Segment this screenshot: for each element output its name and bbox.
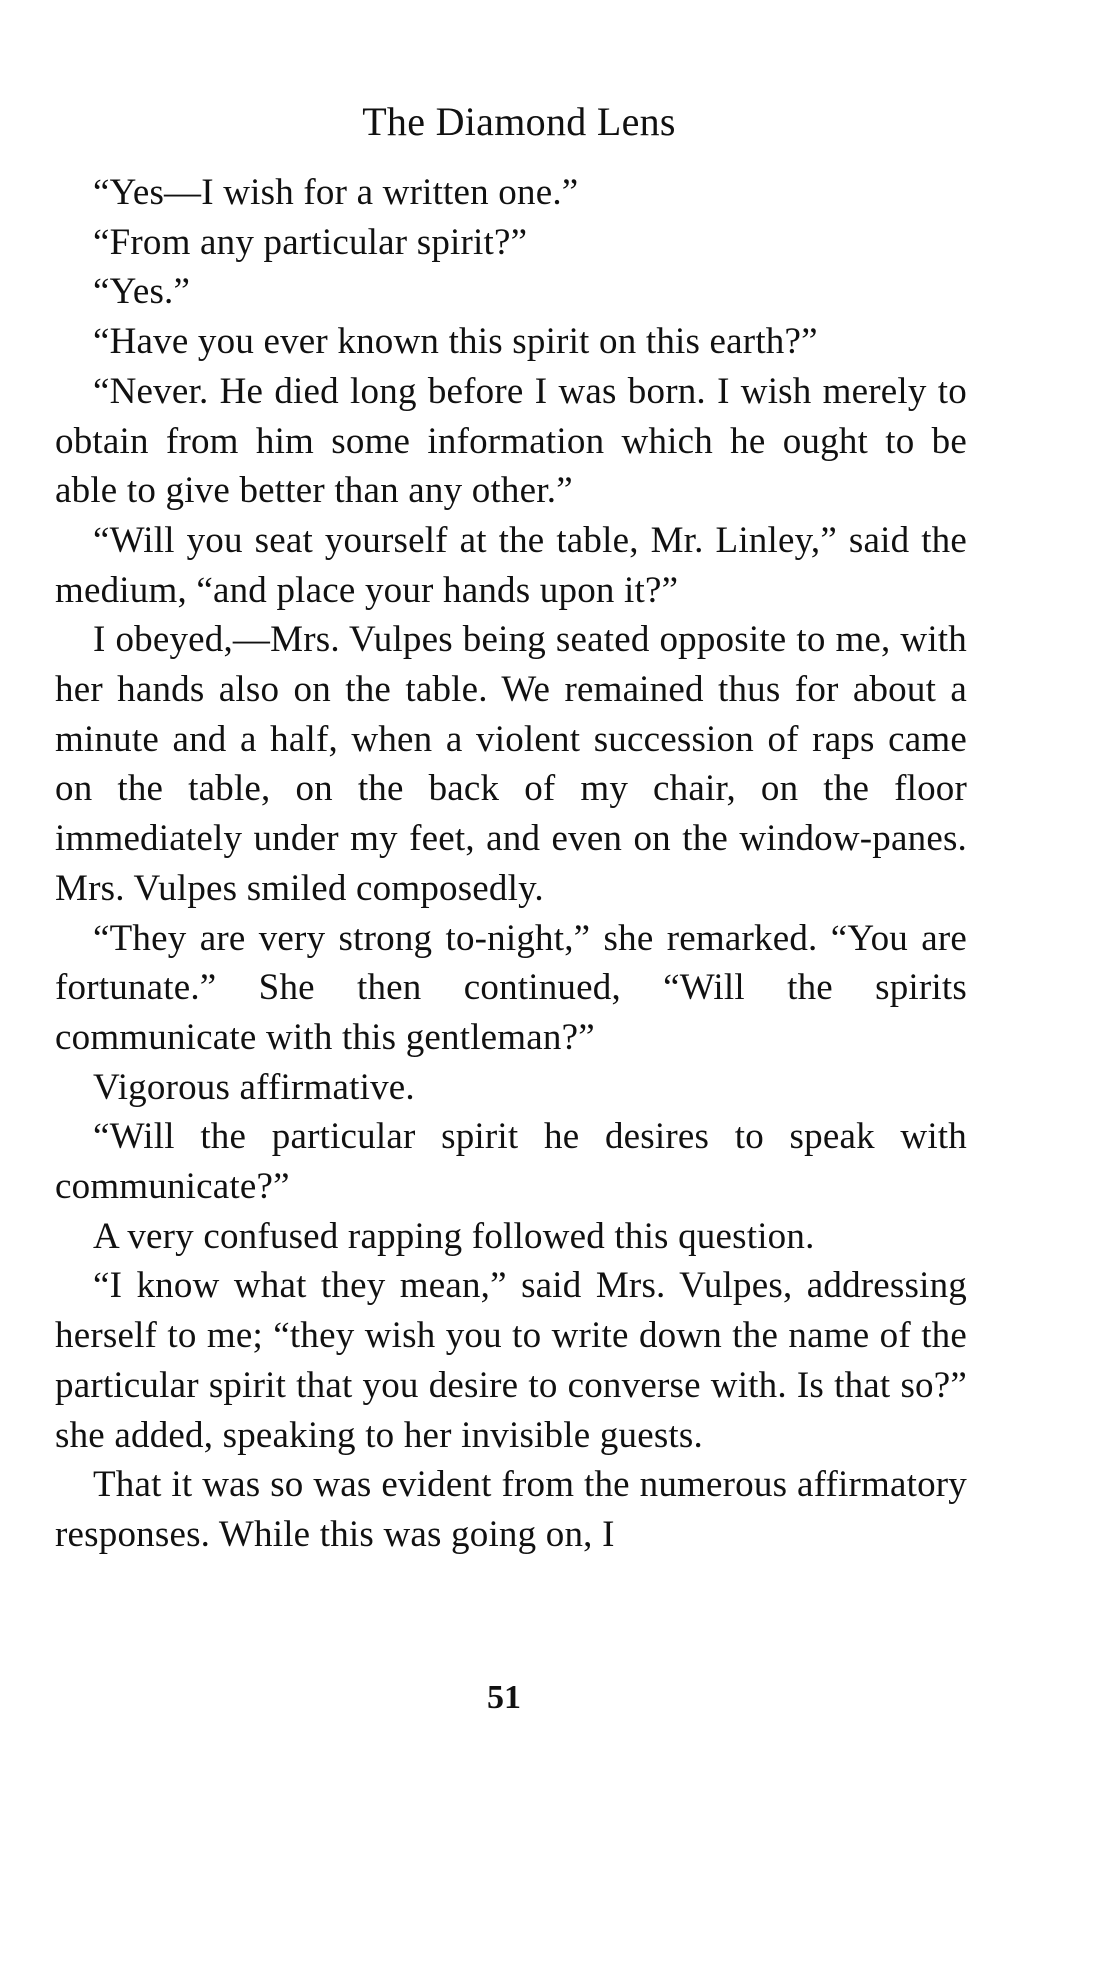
paragraph: “Yes—I wish for a written one.”: [93, 172, 579, 213]
paragraph: “Will you seat yourself at the table, Mr. Linley,” said the medium, “and place your hands upon it?”: [55, 519, 967, 611]
paragraph: “Have you ever known this spirit on this earth?”: [93, 321, 818, 363]
paragraph: That it was so was evident from the numerous affirmatory responses. While this was going on, I: [55, 1464, 967, 1555]
paragraph: Vigorous affirmative.: [93, 1066, 415, 1108]
paragraph: “Yes.”: [93, 271, 191, 313]
paragraph: “I know what they mean,” said Mrs. Vulpes, addressing herself to me; “they wish you to write down the name of the particular spirit that you desire to converse with. Is that so?” she added, speaking to her invisible guests.: [55, 1265, 967, 1456]
running-head: The Diamond Lens: [362, 99, 676, 144]
paragraph: “Never. He died long before I was born. I wish merely to obtain from him some information which he ought to be able to give better than any other.”: [55, 370, 967, 512]
paragraph: “From any particular spirit?”: [93, 221, 528, 263]
body-text: [55, 168, 967, 1560]
paragraph: “They are very strong to-night,” she remarked. “You are fortunate.” She then continued, “Will the spirits communicate with this gentleman?”: [55, 917, 967, 1058]
page-number: 51: [487, 1679, 521, 1716]
paragraph: “Will the particular spirit he desires to speak with communicate?”: [55, 1116, 967, 1208]
paragraph: A very confused rapping followed this question.: [93, 1215, 815, 1257]
paragraph: I obeyed,—Mrs. Vulpes being seated opposite to me, with her hands also on the table. We remained thus for about a minute and a half, when a violent succession of raps came on the table, on the back of my chair, on the floor immediately under my feet, and even on the window-panes. Mrs. Vulpes smiled composedly.: [55, 619, 967, 909]
